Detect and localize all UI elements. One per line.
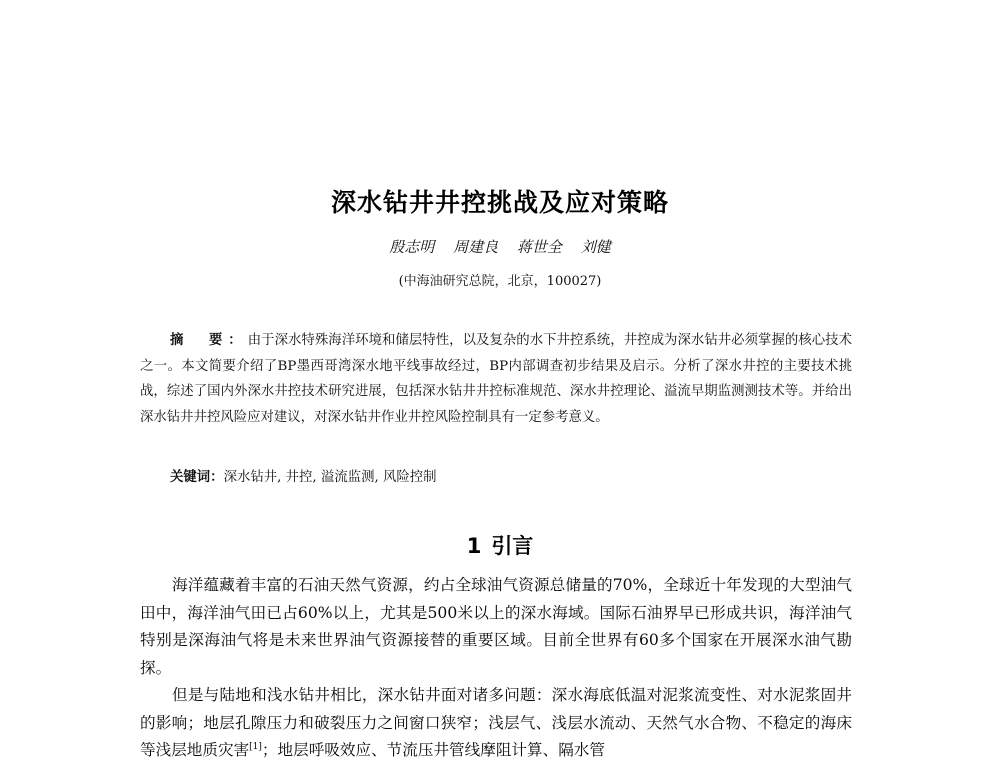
body-paragraph [140,682,852,765]
paragraph-text: 但是与陆地和浅水钻井相比，深水钻井面对诸多问题：深水海底低温对泥浆流变性、对水泥浆固井的影响；地层孔隙压力和破裂压力之间窗口狭窄；浅层气、浅层水流动、天然气水合物、不稳定的海床等浅层地质灾害 [140,686,852,759]
section-title: 引言 [491,534,534,558]
abstract-label: 摘 要： [170,333,248,348]
section-heading [0,530,1000,560]
keywords-label: 关键词： [170,470,224,485]
keywords [170,466,852,485]
paper-title: 深水钻井井控挑战及应对策略 [330,188,669,217]
section-body [140,572,852,765]
author-name: 周建良 [453,238,499,256]
abstract [140,328,852,430]
section-number: 1 [466,534,482,558]
author-name: 刘健 [580,238,611,256]
keywords-text: 深水钻井, 井控, 溢流监测, 风险控制 [223,470,437,485]
author-name: 蒋世全 [516,238,562,256]
body-paragraph: 海洋蕴藏着丰富的石油天然气资源，约占全球油气资源总储量的70%，全球近十年发现的大型油气田中，海洋油气田已占60%以上，尤其是500米以上的深水海域。国际石油界早已形成共识，海洋油气特别是深海油气将是未来世界油气资源接替的重要区域。目前全世界有60多个国家在开展深水油气勘探。 [140,576,852,677]
citation-reference: [1] [249,741,262,752]
author-name: 殷志明 [389,238,435,256]
paragraph-text: ；地层呼吸效应、节流压井管线摩阻计算、隔水管 [261,741,605,759]
abstract-text: 由于深水特殊海洋环境和储层特性，以及复杂的水下井控系统，井控成为深水钻井必须掌握的核心技术之一。本文简要介绍了BP墨西哥湾深水地平线事故经过，BP内部调查初步结果及启示。分析了深水井控的主要技术挑战，综述了国内外深水井控技术研究进展，包括深水钻井井控标准规范、深水井控理论、溢流早期监测测技术等。并给出深水钻井井控风险应对建议，对深水钻井作业井控风险控制具有一定参考意义。 [140,333,852,425]
author-affiliation: (中海油研究总院，北京，100027) [398,274,602,289]
author-list [0,236,1000,257]
